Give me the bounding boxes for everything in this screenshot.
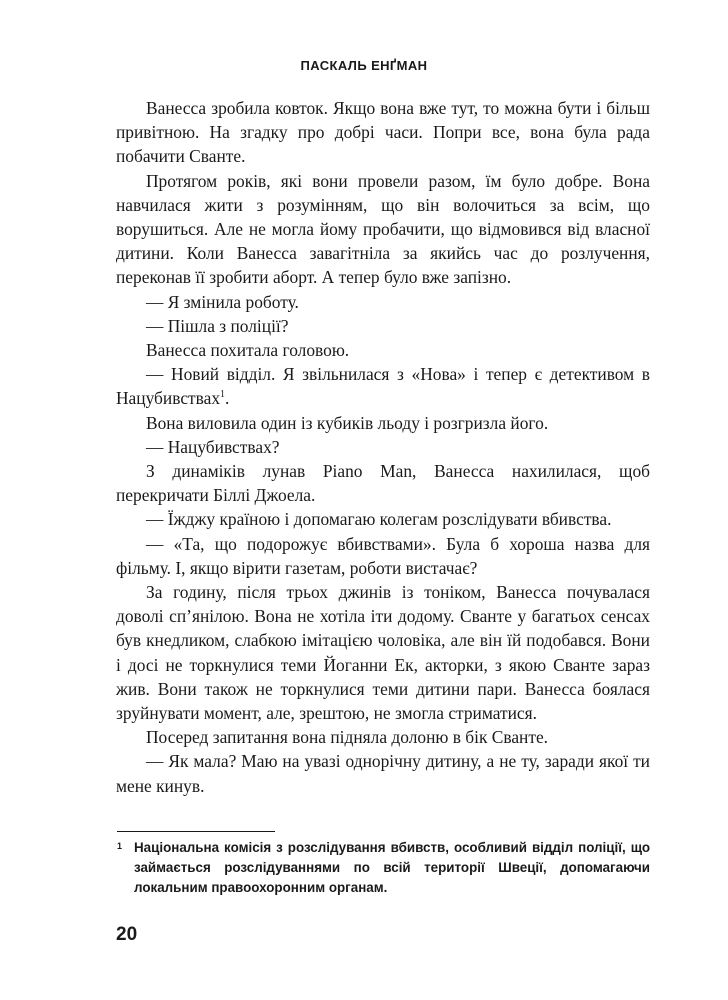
footnote [117, 838, 650, 898]
paragraph-text: — Новий відділ. Я звільнилася з «Нова» і тепер є детективом в Нацубивствах [116, 364, 650, 409]
paragraph: Посеред запитання вона підняла долоню в бік Сванте. [146, 727, 549, 748]
paragraph: За годину, після трьох джинів із тоніком, Ванесса почувалася доволі сп’янілою. Вона не хотіла іти додому. Сванте у багатьох сенсах був кнедликом, слабкою імітацією чоловіка, але він їй подобався. Вони і досі не торкнулися теми Йоганни Ек, акторки, з якою Сванте зараз жив. Вони також не торкнулися теми дитини пари. Ванесса боялася зруйнувати момент, але, зрештою, не змогла стриматися. [116, 582, 650, 724]
page-number: 20 [116, 924, 138, 945]
paragraph: — Пішла з поліції? [146, 315, 289, 336]
paragraph: — Як мала? Маю на увазі однорічну дитину, а не ту, заради якої ти мене кинув. [116, 751, 650, 796]
footnote-text: Національна комісія з розслідування вбивств, особливий відділ поліції, що займається розслідуваннями по всій території Швеції, допомагаючи локальним правоохоронним органам. [134, 840, 650, 895]
body-text [116, 96, 650, 798]
paragraph: — Нацубивствах? [146, 436, 280, 457]
paragraph: Ванесса зробила ковток. Якщо вона вже тут, то можна бути і більш привітною. На згадку про добрі часи. Попри все, вона була рада побачити Сванте. [116, 98, 650, 167]
footnote-reference: 1 [220, 389, 226, 401]
paragraph: — «Та, що подорожує вбивствами». Була б хороша назва для фільму. І, якщо вірити газетам, роботи вистачає? [116, 533, 650, 578]
paragraph-with-footnote: — Новий відділ. Я звільнилася з «Нова» і тепер є детективом в Нацубивствах$^1$. [116, 364, 650, 409]
paragraph: — Я змінила роботу. [146, 291, 299, 312]
running-header: ПАСКАЛЬ ЕНҐМАН [300, 58, 428, 73]
paragraph: Протягом років, які вони провели разом, їм було добре. Вона навчилася жити з розумінням, що він волочиться за всім, що ворушиться. Але не могла йому пробачити, що відмовився від власної дитини. Коли Ванесса завагітніла за якийсь час до розлучення, переконав її зробити аборт. А тепер було вже запізно. [116, 170, 650, 288]
paragraph: З динаміків лунав Piano Man, Ванесса нахилилася, щоб перекричати Біллі Джоела. [116, 461, 650, 506]
paragraph: — Їжджу країною і допомагаю колегам розслідувати вбивства. [146, 509, 612, 530]
paragraph: Ванесса похитала головою. [146, 340, 350, 361]
paragraph: Вона виловила один із кубиків льоду і розгризла його. [146, 412, 549, 433]
footnote-divider [117, 831, 275, 832]
footnote-number: 1 [117, 841, 123, 851]
